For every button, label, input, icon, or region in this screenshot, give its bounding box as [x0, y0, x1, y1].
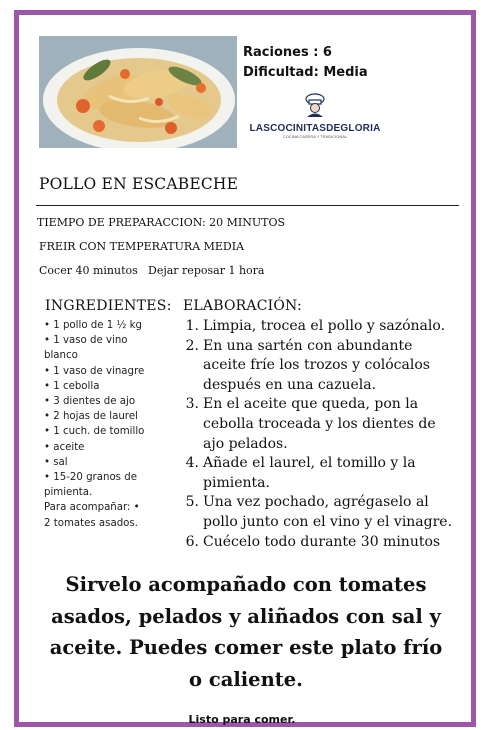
ingredients-heading: INGREDIENTES: [45, 298, 172, 314]
logo-tagline: COCINA CASERA Y TRADICIONAL [282, 134, 348, 139]
dish-photo [39, 36, 237, 148]
step-item [179, 317, 459, 337]
ingredients-list [44, 318, 164, 531]
difficulty: Dificultad: Media [243, 65, 368, 80]
ingredients-text: • 1 pollo de 1 ½ kg • 1 vaso de vino blanco • 1 vaso de vinagre • 1 cebolla • 3 dientes de ajo • 2 hojas de laurel • 1 cuch. de tomillo • aceite • sal • 15-20 granos de pimienta. Para acompañar: • 2 tomates asados. [44, 320, 145, 529]
step-item [179, 395, 459, 454]
title-divider [36, 205, 459, 206]
step-text: Añade el laurel, el tomillo y la pimienta. [203, 455, 416, 491]
elaboration-steps [179, 317, 459, 552]
step-item [179, 454, 459, 493]
rest-time: Dejar reposar 1 hora [148, 264, 265, 277]
dish-illustration [39, 36, 237, 148]
footer-note: Listo para comer. [188, 713, 296, 726]
recipe-card [14, 10, 476, 727]
step-item [179, 533, 459, 553]
recipe-meta [243, 43, 368, 83]
logo-name: LASCOCINITASDEGLORIA [249, 123, 381, 134]
cook-time: Cocer 40 minutos [39, 264, 138, 277]
step-number: 4. [185, 455, 199, 472]
prep-time: TIEMPO DE PREPARACCION: 20 MINUTOS [37, 216, 286, 229]
step-number: 5. [185, 494, 199, 511]
brand-logo [245, 93, 385, 145]
step-number: 2. [185, 337, 199, 354]
step-text: Cuécelo todo durante 30 minutos [203, 533, 441, 550]
chef-icon [302, 93, 328, 117]
step-number: 1. [185, 318, 199, 334]
step-text: En el aceite que queda, pon la cebolla troceada y los dientes de ajo pelados. [203, 396, 436, 452]
elaboration-heading: ELABORACIÓN: [183, 298, 302, 314]
servings: Raciones : 6 [243, 45, 332, 60]
step-text: Una vez pochado, agrégaselo al pollo junto con el vino y el vinagre. [203, 494, 453, 530]
fry-temperature: FREIR CON TEMPERATURA MEDIA [39, 240, 245, 253]
step-item [179, 493, 459, 532]
step-text: Limpia, trocea el pollo y sazónalo. [203, 318, 446, 334]
recipe-title: POLLO EN ESCABECHE [39, 175, 239, 193]
step-number: 3. [185, 396, 199, 413]
step-number: 6. [185, 533, 199, 550]
step-text: En una sartén con abundante aceite fríe los trozos y colócalos después en una cazuela. [203, 337, 430, 393]
step-item [179, 337, 459, 396]
serving-tip: Sirvelo acompañado con tomates asados, pelados y aliñados con sal y aceite. Puedes comer este plato frío o caliente. [49, 573, 443, 691]
